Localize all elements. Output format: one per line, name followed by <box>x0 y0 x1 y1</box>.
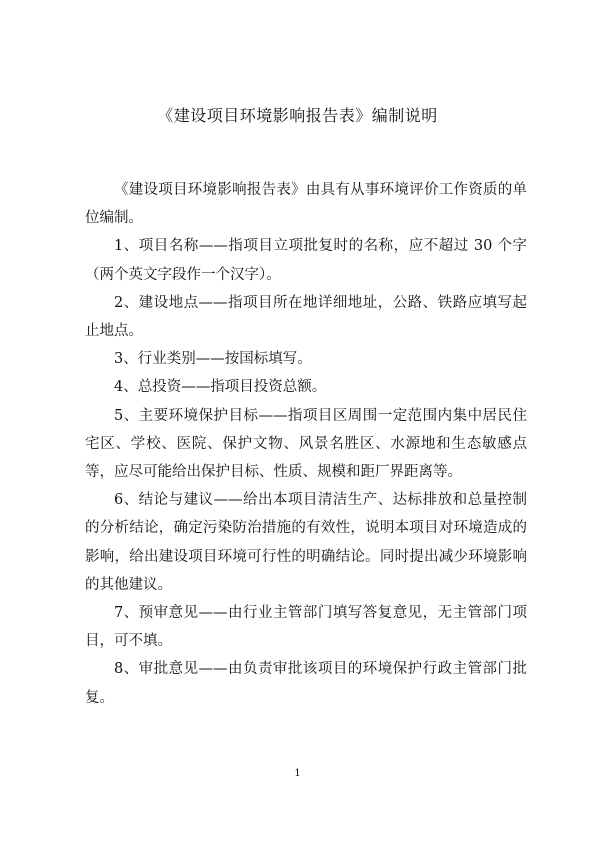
item-total-investment: 4、总投资——指项目投资总额。 <box>114 379 327 396</box>
document-title: 《建设项目环境影响报告表》编制说明 <box>157 106 438 125</box>
item-industry-category: 3、行业类别——按国标填写。 <box>114 351 312 368</box>
intro-paragraph: 《建设项目环境影响报告表》由具有从事环境评价工作资质的单位编制。 <box>85 182 527 227</box>
item-approval-opinion: 8、审批意见——由负责审批该项目的环境保护行政主管部门批复。 <box>85 661 527 706</box>
item-pre-review-opinion: 7、预审意见——由行业主管部门填写答复意见，无主管部门项目，可不填。 <box>85 605 527 650</box>
item-protection-targets: 5、主要环境保护目标——指项目区周围一定范围内集中居民住宅区、学校、医院、保护文物、风景名胜区、水源地和生态敏感点等，应尽可能给出保护目标、性质、规模和距厂界距离等。 <box>85 407 527 481</box>
item-project-name: 1、项目名称——指项目立项批复时的名称，应不超过 30 个字（两个英文字段作一个汉字）。 <box>85 238 527 283</box>
item-conclusions: 6、结论与建议——给出本项目清洁生产、达标排放和总量控制的分析结论，确定污染防治措施的有效性，说明本项目对环境造成的影响，给出建设项目环境可行性的明确结论。同时提出减少环境影响的其他建议。 <box>85 492 527 593</box>
page-number: 1 <box>294 768 301 779</box>
item-construction-site: 2、建设地点——指项目所在地详细地址，公路、铁路应填写起止地点。 <box>85 294 527 340</box>
document-body <box>85 176 527 712</box>
